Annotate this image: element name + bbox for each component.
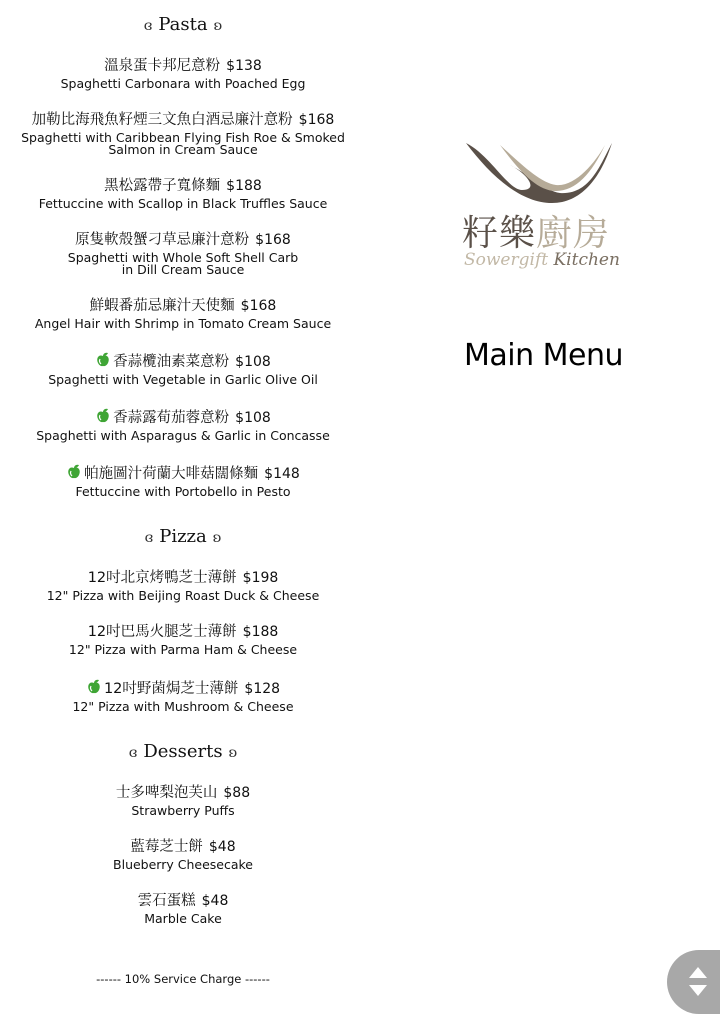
item-chinese-name: 黑松露帶子寬條麵 <box>104 178 221 194</box>
item-chinese-name-line <box>0 569 366 587</box>
item-price: $128 <box>244 681 281 697</box>
scroll-button[interactable] <box>667 950 720 1014</box>
section-title: Pizza <box>159 526 207 547</box>
item-price: $168 <box>298 112 335 128</box>
item-chinese-name-line <box>0 231 366 249</box>
item-english-name: Salmon in Cream Sauce <box>108 142 258 157</box>
item-chinese-name: 香蒜露荀茄蓉意粉 <box>113 410 230 426</box>
item-price: $108 <box>235 354 271 370</box>
menu-item <box>0 623 366 656</box>
item-price: $108 <box>235 410 271 426</box>
item-price: $148 <box>264 466 300 482</box>
menu-item <box>0 231 366 276</box>
item-chinese-name-line <box>0 784 366 802</box>
menu-item <box>0 838 366 871</box>
vegetarian-icon <box>66 464 82 480</box>
main-menu-title: Main Menu <box>464 338 624 373</box>
item-english-name: Spaghetti Carbonara with Poached Egg <box>60 76 306 91</box>
menu-item <box>0 464 366 498</box>
item-chinese-name: 12吋野菌焗芝士薄餅 <box>103 681 239 697</box>
ornament-right-icon: ʚ <box>213 18 223 34</box>
ornament-left-icon: ɞ <box>143 18 153 34</box>
item-price: $188 <box>242 624 279 640</box>
menu-item <box>0 177 366 210</box>
menu-item <box>0 297 366 330</box>
ornament-right-icon: ʚ <box>212 530 222 546</box>
section-title: Desserts <box>143 741 223 762</box>
item-price: $88 <box>223 785 251 801</box>
logo-english-name: Sowergift Kitchen <box>464 250 620 270</box>
vegetarian-icon <box>86 679 102 695</box>
item-english-name: Fettuccine with Scallop in Black Truffles Sauce <box>38 196 328 211</box>
item-english-name: Angel Hair with Shrimp in Tomato Cream Sauce <box>34 316 332 331</box>
item-english-name: Fettuccine with Portobello in Pesto <box>75 484 291 499</box>
item-chinese-name-line <box>0 297 366 315</box>
item-english-name: Blueberry Cheesecake <box>113 857 253 872</box>
item-chinese-name-line <box>0 623 366 641</box>
menu-item <box>0 569 366 602</box>
item-english-name: Spaghetti with Whole Soft Shell Carb <box>67 250 299 265</box>
item-chinese-name-line <box>0 352 366 371</box>
item-english-name: 12" Pizza with Mushroom & Cheese <box>72 699 294 714</box>
item-english-name: Strawberry Puffs <box>131 803 235 818</box>
item-chinese-name: 12吋北京烤鴨芝士薄餅 <box>87 570 237 586</box>
item-price: $168 <box>255 232 291 248</box>
menu-item <box>0 111 366 156</box>
item-chinese-name: 士多啤梨泡芙山 <box>115 785 218 801</box>
item-chinese-name: 帕施圖汁荷蘭大啡菇闊條麵 <box>84 466 259 482</box>
menu-item <box>0 784 366 817</box>
item-chinese-name: 鮮蝦番茄忌廉汁天使麵 <box>89 298 235 314</box>
item-chinese-name-line <box>0 464 366 483</box>
item-english-name: Marble Cake <box>144 911 222 926</box>
item-price: $48 <box>208 839 236 855</box>
item-chinese-name-line <box>0 408 366 427</box>
ornament-left-icon: ɞ <box>144 530 154 546</box>
section-header-desserts <box>0 741 366 762</box>
section-header-pasta <box>0 14 366 35</box>
item-price: $188 <box>226 178 262 194</box>
item-chinese-name-line <box>0 111 366 129</box>
vegetarian-icon <box>95 408 111 424</box>
item-english-name: Spaghetti with Caribbean Flying Fish Roe & Smoked <box>21 130 345 145</box>
item-chinese-name-line <box>0 679 366 698</box>
item-chinese-name: 溫泉蛋卡邦尼意粉 <box>104 58 221 74</box>
menu-item <box>0 57 366 90</box>
item-price: $48 <box>201 893 229 909</box>
item-chinese-name-line <box>0 892 366 910</box>
ornament-left-icon: ɞ <box>128 745 138 761</box>
item-english-name: 12" Pizza with Parma Ham & Cheese <box>68 642 298 657</box>
item-price: $168 <box>240 298 277 314</box>
item-chinese-name: 加勒比海飛魚籽煙三文魚白酒忌廉汁意粉 <box>31 112 293 128</box>
item-chinese-name: 香蒜欖油素菜意粉 <box>113 354 230 370</box>
item-price: $138 <box>226 58 262 74</box>
item-price: $198 <box>242 570 279 586</box>
item-chinese-name: 12吋巴馬火腿芝士薄餅 <box>87 624 237 640</box>
section-header-pizza <box>0 526 366 547</box>
item-chinese-name: 雲石蛋糕 <box>137 893 196 909</box>
item-english-name: 12" Pizza with Beijing Roast Duck & Cheese <box>46 588 320 603</box>
menu-item <box>0 408 366 442</box>
item-chinese-name-line <box>0 57 366 75</box>
item-english-name: Spaghetti with Vegetable in Garlic Olive Oil <box>48 372 318 387</box>
menu-item <box>0 352 366 386</box>
item-english-name: Spaghetti with Asparagus & Garlic in Concasse <box>36 428 330 443</box>
item-chinese-name: 原隻軟殼蟹刁草忌廉汁意粉 <box>75 232 250 248</box>
service-charge-note: ------ 10% Service Charge ------ <box>96 972 270 986</box>
item-chinese-name-line <box>0 177 366 195</box>
scroll-arrows-icon <box>667 950 720 1014</box>
item-chinese-name-line <box>0 838 366 856</box>
ornament-right-icon: ʚ <box>228 745 238 761</box>
vegetarian-icon <box>95 352 111 368</box>
item-english-name: in Dill Cream Sauce <box>121 262 245 277</box>
logo-chinese-name: 籽樂廚房 <box>462 213 611 254</box>
section-title: Pasta <box>158 14 208 35</box>
menu-item <box>0 892 366 925</box>
item-chinese-name: 藍莓芝士餅 <box>130 839 203 855</box>
menu-item <box>0 679 366 713</box>
